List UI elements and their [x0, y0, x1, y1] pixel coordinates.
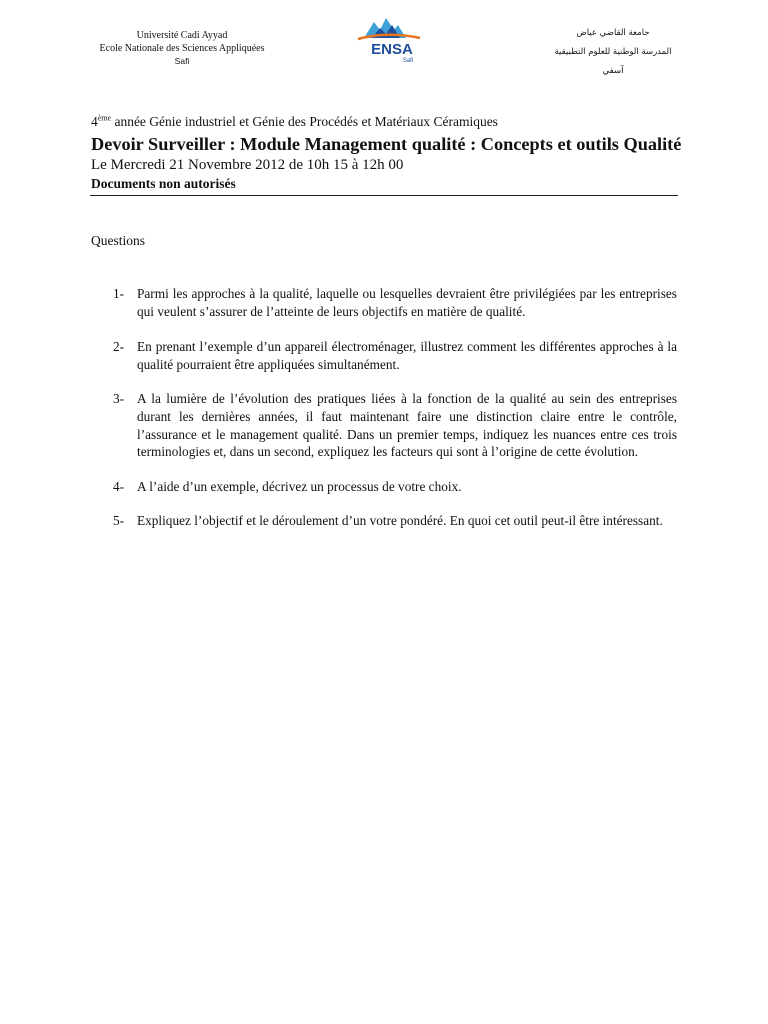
- question-list: [113, 285, 677, 530]
- university-name: Université Cadi Ayyad: [136, 30, 228, 41]
- ensa-logo: [350, 16, 430, 64]
- question-item: [113, 285, 677, 320]
- questions-heading: Questions: [91, 233, 145, 248]
- question-text: A la lumière de l’évolution des pratiques liées à la fonction de la qualité au sein des entreprises durant les dernières années, il faut maintenant faire une distinction claire entre le contrôle, l’assurance et le management qualité. Dans un premier temps, indiquez les nuances entre ces trois terminologies et, dans un second, expliquez les facteurs qui sont à l’origine de cette évolution.: [137, 391, 677, 460]
- question-text: En prenant l’exemple d’un appareil électroménager, illustrez comment les différentes approches à la qualité pourraient être appliquées simultanément.: [137, 339, 677, 372]
- arabic-university-name: جامعة القاضي عياض: [576, 28, 650, 38]
- level-superscript: ème: [97, 113, 112, 123]
- question-number: 5-: [113, 513, 125, 529]
- exam-title: Devoir Surveiller : Module Management qualité : Concepts et outils Qualité: [91, 134, 682, 154]
- arabic-school-name: المدرسة الوطنية للعلوم التطبيقية: [554, 47, 672, 57]
- arabic-city-name: آسفي: [602, 66, 624, 76]
- level-number: 4: [91, 114, 98, 129]
- question-item: [113, 478, 677, 496]
- question-item: [113, 512, 677, 530]
- logo-subtext: Safi: [402, 58, 414, 64]
- program-level: [91, 114, 498, 130]
- city-name: Safi: [174, 56, 190, 66]
- documents-notice: Documents non autorisés: [91, 176, 236, 191]
- logo-text: ENSA: [371, 41, 413, 58]
- institution-header-ar: [528, 24, 698, 81]
- school-name: Ecole Nationale des Sciences Appliquées: [99, 43, 265, 54]
- question-number: 3-: [113, 391, 125, 407]
- question-text: Expliquez l’objectif et le déroulement d’un votre pondéré. En quoi cet outil peut-il être intéressant.: [137, 513, 663, 529]
- question-number: 2-: [113, 339, 125, 355]
- question-item: [113, 338, 677, 373]
- question-text: A l’aide d’un exemple, décrivez un processus de votre choix.: [137, 478, 462, 494]
- header-divider: [90, 195, 678, 196]
- exam-date: Le Mercredi 21 Novembre 2012 de 10h 15 à 12h 00: [91, 157, 404, 173]
- institution-header-fr: [82, 29, 282, 68]
- question-text: Parmi les approches à la qualité, laquelle ou lesquelles devraient être privilégiées par les entreprises qui veulent s’assurer de l’atteinte de leurs objectifs en matière de qualité.: [137, 286, 677, 319]
- question-number: 1-: [113, 286, 125, 301]
- ensa-logo-mark: [350, 16, 430, 64]
- question-item: [113, 390, 677, 460]
- question-number: 4-: [113, 478, 125, 494]
- level-description: année Génie industriel et Génie des Procédés et Matériaux Céramiques: [111, 114, 498, 129]
